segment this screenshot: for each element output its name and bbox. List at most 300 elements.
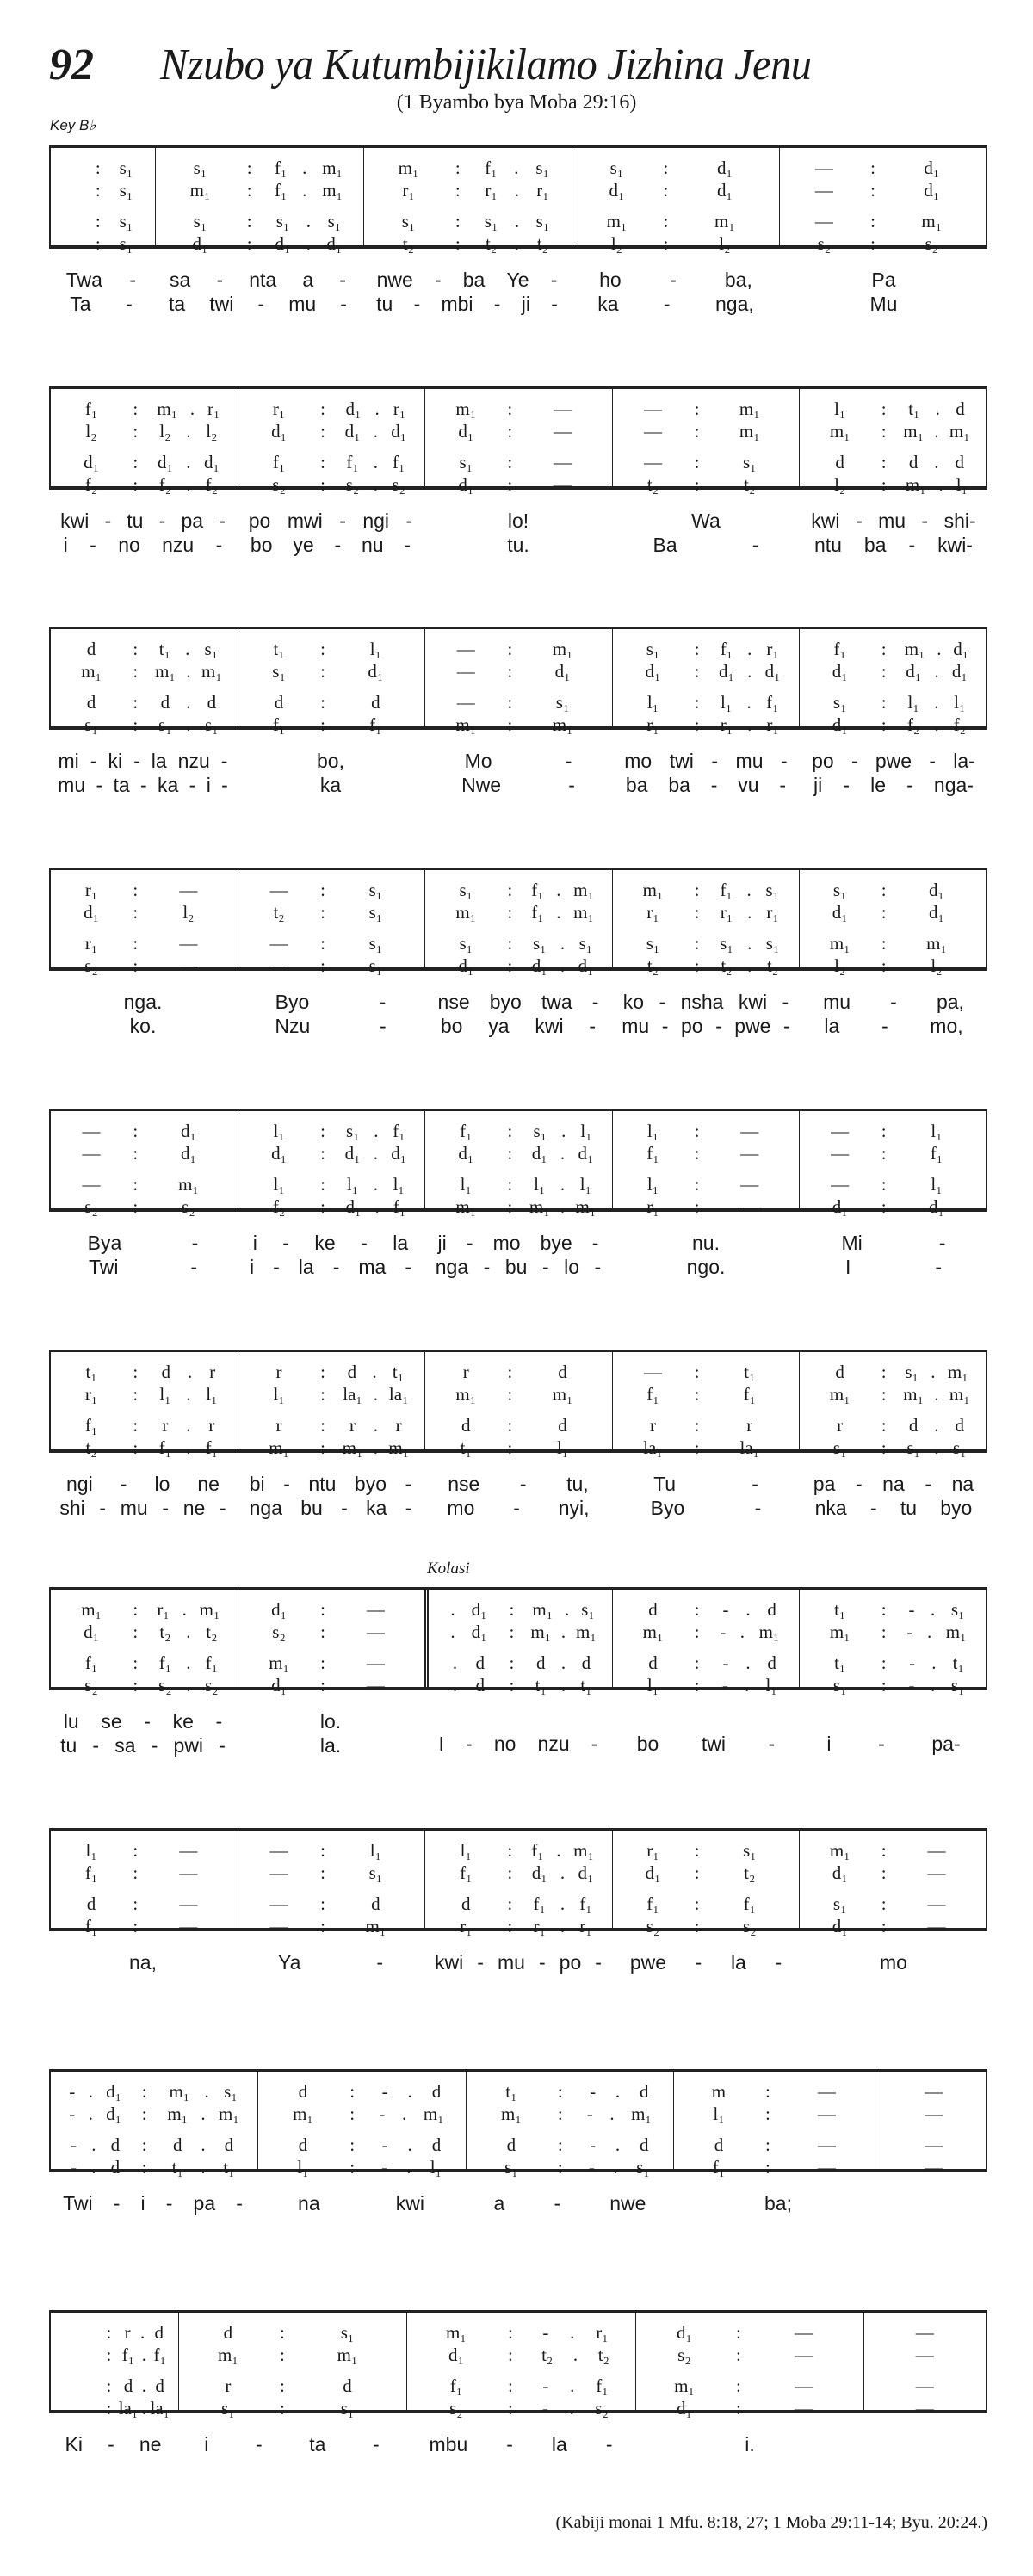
beat-right [145,1437,233,1459]
note: l₁ [206,1383,218,1405]
beat-left [56,1599,127,1621]
alto-notes [785,179,980,201]
beat-right [145,1599,233,1621]
beat-separator: : [663,232,669,254]
soprano-notes [869,2321,981,2344]
note: d₁ [676,2397,692,2418]
lyric-fragment [362,268,572,292]
beat-left [244,474,314,496]
beat-separator: : [95,232,101,254]
beat-left [618,1384,689,1405]
note: — [817,2103,836,2124]
beat-right [518,692,606,713]
lyric-fragment [237,533,424,557]
note: r₁ [157,1598,170,1620]
beat-right [893,421,980,442]
note: d [86,638,96,659]
tenor-notes [641,2375,858,2397]
note: . [570,2321,575,2343]
tenor-notes [618,1414,794,1436]
beat-right [145,398,233,420]
syllable-hyphen: - [591,990,599,1013]
note: . [931,1674,936,1696]
note: . [141,2397,146,2418]
note: s₁ [224,2080,238,2102]
beat-right [331,1863,419,1884]
note: — [643,420,662,442]
note: . [186,420,191,442]
syllable: kwi [738,990,768,1013]
beat-right [331,1622,419,1643]
note: . [746,879,752,900]
note: . [609,2103,615,2124]
beat-right [518,639,606,660]
lyric-fragment [49,773,237,797]
note: s₁ [950,1598,965,1620]
soprano-notes [161,157,358,179]
syllable: i [204,2432,209,2456]
beat-separator: : [735,2375,741,2396]
beat-right [331,421,419,442]
note: r [746,1414,753,1436]
beat-separator: : [507,1839,513,1861]
note: . [938,473,943,495]
measure [51,1111,238,1217]
note: . [931,1652,937,1673]
syllable: bo [250,533,273,556]
measure [635,2313,863,2418]
beat-left [430,1916,501,1937]
beat-separator: : [507,1915,513,1937]
note: . [560,1195,566,1217]
beat-separator: : [507,398,513,419]
beat-right [893,452,980,473]
alto-notes [618,1862,794,1884]
lyric-fragment [800,1496,987,1520]
beat-separator: : [320,1120,325,1141]
lyric-fragment [612,509,800,533]
syllable: i [826,1732,832,1755]
bass-notes [244,1915,419,1937]
note: m₁ [501,2103,522,2124]
syllable: nzu [177,749,210,772]
beat-left [434,1622,503,1643]
note: - [590,2134,597,2155]
beat-separator: : [694,1383,700,1405]
syllable-hyphen: - [219,509,226,532]
beat-separator: : [694,1436,700,1458]
syllable: ntu [813,533,842,556]
syllable: mu [288,292,317,315]
beat-left [472,2103,550,2125]
beat-left [805,1893,875,1915]
beat-left [472,2157,550,2178]
beat-separator: : [507,1383,513,1405]
note: . [560,1674,566,1696]
note: s₁ [119,232,133,254]
beat-right [331,1196,419,1218]
lyric-fragment [257,2191,466,2215]
beat-separator: : [279,2321,285,2343]
beat-left [618,955,689,977]
beat-right [706,880,794,901]
note: . [88,2080,93,2102]
note: m₁ [921,210,943,232]
beat-separator: : [881,473,887,495]
note: - [542,2375,549,2396]
beat-right [706,902,794,924]
note: m₁ [157,398,178,419]
note: - [722,1598,729,1620]
measure [424,389,611,495]
note: l₁ [646,1120,659,1141]
note: la₁ [388,1383,409,1405]
music-system [49,868,987,1038]
note: m [711,2080,727,2102]
note: f₁ [596,2375,609,2396]
note: d₁ [458,1142,474,1164]
beat-separator: : [320,1893,325,1914]
syllable-hyphen: - [120,1472,127,1495]
beat-separator: : [694,1862,700,1883]
beat-right [145,1415,233,1436]
syllable: tu [900,1496,918,1519]
tenor-notes [56,1173,232,1195]
syllable: mbu [429,2432,468,2456]
note: s₁ [272,660,286,682]
note: l₁ [834,398,846,419]
beat-separator: : [694,1598,700,1620]
alto-notes [184,2344,401,2366]
syllable-hyphen: - [151,1733,158,1757]
beat-right [154,2081,252,2103]
lyric-fragment [237,1255,424,1279]
soprano-notes [430,1839,606,1862]
beat-separator: : [507,1120,513,1141]
note: d₁ [578,1142,594,1164]
beat-right [893,1384,980,1405]
note: m₁ [642,879,664,900]
syllable-hyphen: - [216,268,224,291]
syllable-hyphen: - [881,1014,888,1037]
note: r₁ [272,398,286,419]
beat-left [244,955,314,977]
bass-notes [56,2156,252,2178]
note: . [560,1893,566,1914]
beat-separator: : [133,638,139,659]
note: t₁ [505,2080,517,2102]
note: s₂ [272,473,286,495]
note: s₁ [646,932,660,954]
note: f₁ [205,1436,219,1458]
note: . [572,2344,578,2365]
bass-notes [618,1674,794,1696]
beat-separator: : [765,2080,770,2102]
syllable: ba; [764,2191,792,2215]
tenor-notes [618,1652,794,1674]
syllable-hyphen: - [938,1231,946,1254]
lyric-fragment [612,1709,800,1733]
note: l₁ [579,1173,591,1195]
note: la₁ [643,1436,663,1458]
lyric-fragment [237,1231,424,1255]
note: r [275,1361,282,1382]
beat-separator: : [881,1173,887,1195]
note: f₂ [272,1195,286,1217]
beat-left [56,1143,127,1164]
syllable: no [118,533,140,556]
note: . [934,1436,939,1458]
sol-fa-staff [49,2310,987,2418]
beat-right [293,2344,401,2366]
syllable: Nzu [275,1014,311,1037]
lyric-fragment [49,990,237,1014]
syllable: nyi, [558,1496,590,1519]
beat-left [244,880,314,901]
note: d [371,1893,380,1914]
note: m₁ [169,2080,190,2102]
note: — [740,1120,759,1141]
bass-notes [618,1915,794,1937]
lyric-fragment [424,1014,612,1038]
music-system [49,1350,987,1520]
note: . [556,879,561,900]
beat-right [467,158,566,179]
alto-notes [412,2344,629,2366]
note: d₁ [578,954,594,976]
beat-left [430,1384,501,1405]
beat-left [805,421,875,442]
measure [406,2313,634,2418]
beat-left [184,2322,271,2344]
alto-notes [430,420,606,442]
note: — [366,1652,385,1673]
beat-separator: : [881,398,887,419]
note: f₁ [833,638,846,659]
note: m₁ [905,473,926,495]
bass-notes [430,954,606,977]
beat-separator: : [509,1621,515,1642]
note: . [141,2344,146,2365]
tenor-notes [244,691,419,713]
beat-left [805,1916,875,1937]
syllable: mwi [287,509,323,532]
beat-separator: : [735,2344,741,2365]
beat-right [777,2081,875,2103]
beat-separator: : [881,451,887,473]
syllable: nga- [933,773,974,796]
note: r₁ [84,1383,98,1405]
lyric-fragment [424,1472,612,1496]
beat-left [56,639,127,660]
note: — [915,2397,934,2418]
note: s₁ [340,2397,355,2418]
lyric-fragment [49,2191,257,2215]
beat-right [706,1622,794,1643]
note: . [186,1652,191,1673]
bass-notes [56,713,232,736]
beat-left [244,1362,314,1383]
bass-notes [56,1915,232,1937]
beat-separator: : [694,1142,700,1164]
note: . [564,1598,570,1620]
beat-right [145,714,233,736]
note: f₁ [158,1652,172,1673]
note: r₁ [579,1915,592,1937]
note: m₁ [189,179,211,201]
beat-separator: : [133,713,139,735]
beat-left [805,1675,875,1696]
note: d₁ [271,1674,287,1696]
syllable: pa [193,2191,216,2215]
note: d₁ [458,473,474,495]
note: d₁ [832,713,848,735]
beat-separator: : [133,473,139,495]
syllable: Ki [65,2432,83,2456]
note: m₁ [573,879,594,900]
note: r₁ [402,179,415,201]
beat-separator: : [881,1839,887,1861]
beat-left [56,902,127,924]
measure [612,389,799,495]
note: m₁ [322,157,343,178]
beat-left [56,880,127,901]
note: m₁ [947,1361,968,1382]
lyric-fragment [49,1950,237,1974]
soprano-notes [244,879,419,901]
syllable: nga. [123,990,163,1013]
syllable: la [298,1255,314,1278]
beat-left [369,211,448,232]
measure [238,389,424,495]
syllable: nse [448,1472,480,1495]
note: . [934,660,939,682]
beat-left [618,1622,689,1643]
note: . [739,1621,745,1642]
beat-left [244,1143,314,1164]
note: s₁ [119,179,133,201]
lyric-fragment [864,2432,987,2456]
beat-separator: : [320,398,325,419]
key-signature: Key B♭ [50,117,96,133]
note: f₁ [485,157,498,178]
syllable: sa [170,268,191,291]
beat-right [331,474,419,496]
note: r [649,1414,656,1436]
syllable: pa [181,509,204,532]
syllable: shi [59,1496,85,1519]
beat-right [893,692,980,713]
syllable: tu, [566,1472,589,1495]
syllable: ye [293,533,314,556]
tenor-notes [434,1652,606,1674]
beat-right [893,880,980,901]
syllable: la [730,1950,746,1974]
note: l₁ [556,1436,569,1458]
beat-separator: : [320,1436,325,1458]
measure [424,1590,611,1696]
lyric-fragment [424,990,612,1014]
syllable: la [393,1231,409,1254]
soprano-notes [244,1839,419,1862]
lyric-fragment [800,509,987,533]
tenor-notes [785,210,980,232]
syllable: ma [358,1255,387,1278]
note: d₁ [764,660,781,682]
beat-separator: : [320,1652,325,1673]
beat-left [430,1415,501,1436]
syllable: a [302,268,314,291]
beat-right [293,2398,401,2419]
tenor-notes [430,932,606,954]
syllable-hyphen: - [165,2191,173,2215]
beat-right [882,180,980,201]
note: m₁ [829,1621,851,1642]
note: m₁ [573,901,594,923]
syllable: Mi [841,1231,863,1254]
beat-left [369,158,448,179]
lyric-line [49,292,987,316]
note: f₁ [579,1893,592,1914]
syllable-hyphen: - [782,990,789,1013]
beat-left [56,1675,127,1696]
syllable: ba [462,268,486,291]
beat-left [618,421,689,442]
beat-right [145,1652,233,1674]
note: s₁ [578,932,593,954]
music-system [49,386,987,557]
lyric-fragment [49,2432,177,2456]
tenor-notes [472,2134,668,2156]
note: m₁ [388,1436,409,1458]
beat-left [244,902,314,924]
syllable: mo [880,1950,907,1974]
note: s₁ [205,713,219,735]
beat-separator: : [735,2397,741,2418]
note: — [366,1674,385,1696]
beat-separator: : [881,1893,887,1914]
beat-left [244,1415,314,1436]
measure [238,629,424,735]
note: t₁ [834,1598,846,1620]
note: m₁ [155,660,176,682]
beat-left [430,902,501,924]
soprano-notes [805,1598,980,1621]
lyric-line [49,268,987,292]
note: f₁ [84,398,98,419]
note: la₁ [343,1383,362,1405]
beat-separator: : [320,420,325,442]
syllable-hyphen: - [162,1496,170,1519]
hymn-title: Nzubo ya Kutumbijikilamo Jizhina Jenu [160,40,812,90]
bass-notes [56,954,232,977]
tenor-notes [618,932,794,954]
syllable-hyphen: - [92,1733,100,1757]
lyric-line [49,990,987,1014]
note: s₁ [327,210,342,232]
note: s₁ [765,932,780,954]
lyric-fragment [237,1496,424,1520]
beat-separator: : [881,638,887,659]
syllable-hyphen: - [379,990,387,1013]
beat-left [56,1196,127,1218]
syllable: bu [504,1255,528,1278]
note: s₂ [595,2397,609,2418]
note: . [450,1598,455,1620]
sol-fa-staff [49,1109,987,1217]
tenor-notes [430,1414,606,1436]
note: s₂ [84,1674,98,1696]
